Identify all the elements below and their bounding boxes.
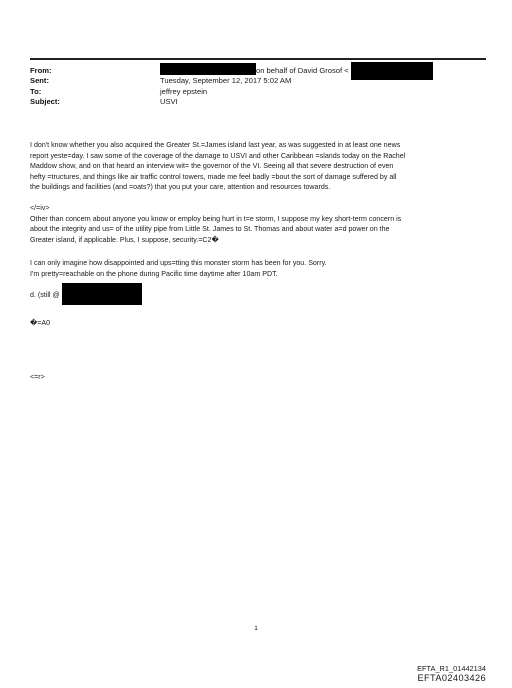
a0-line <box>30 318 480 329</box>
r-line <box>30 372 480 383</box>
subject-row <box>30 97 433 107</box>
bates-number-2: EFTA02403426 <box>417 673 486 683</box>
signature-line <box>30 290 480 305</box>
redaction-box <box>62 283 142 305</box>
body-line: report yeste=day. I saw some of the coverage of the damage to USVI and other Caribbean =slands today on the Rachel <box>30 151 406 160</box>
body-line: Maddow show, and on that heard an interview wit= the governor of the VI. Seeing all that severe destruction of even <box>30 162 394 170</box>
subject-label: Subject: <box>30 97 60 107</box>
body-line: <=r> <box>30 373 45 381</box>
body-line: I don't know whether you also acquired the Greater St.=James island last year, as was suggested in at least one news <box>30 141 401 149</box>
body-line: hefty =tructures, and things like air traffic control towers, made me feel badly =bout the sort of damage suffered by all <box>30 172 397 181</box>
body-paragraph-1 <box>30 140 480 193</box>
to-value: jeffrey epstein <box>160 86 208 96</box>
redaction-box <box>160 63 256 75</box>
bates-number-1: EFTA_R1_01442134 <box>417 664 486 673</box>
body-line: Greater island, if applicable. Plus, I suppose, security.=C2� <box>30 235 219 244</box>
from-text: on behalf of David Grosof < <box>256 66 349 75</box>
header-rule <box>30 58 486 60</box>
body-paragraph-3 <box>30 258 480 279</box>
body-line: I'm pretty=reachable on the phone during Pacific time daytime after 10am PDT. <box>30 269 278 278</box>
body-line: �=A0 <box>30 319 51 327</box>
subject-value: USVI <box>160 97 178 107</box>
body-paragraph-2 <box>30 203 480 245</box>
body-line: I can only imagine how disappointed and ups=tting this monster storm has been for you. Sorry. <box>30 259 327 267</box>
from-label: From: <box>30 66 52 75</box>
to-label: To: <box>30 86 42 96</box>
sent-value: Tuesday, September 12, 2017 5:02 AM <box>160 76 292 86</box>
redaction-box <box>351 62 433 80</box>
email-header <box>30 66 433 108</box>
body-line: Other than concern about anyone you know or employ being hurt in t=e storm, I suppose my key short-term concern is <box>30 214 402 223</box>
from-row <box>30 66 433 76</box>
signature-text: d. (still @ <box>30 291 60 299</box>
from-value <box>160 66 433 76</box>
sent-label: Sent: <box>30 76 49 86</box>
body-line: about the integrity and us= of the utility pipe from Little St. James to St. Thomas and about water a=d power on the <box>30 225 390 233</box>
to-row <box>30 87 433 97</box>
body-line: </=iv> <box>30 204 50 212</box>
body-line: the buildings and facilities (and =oats?) that you put your care, attention and resources towards. <box>30 183 331 191</box>
page-number: 1 <box>254 625 258 632</box>
